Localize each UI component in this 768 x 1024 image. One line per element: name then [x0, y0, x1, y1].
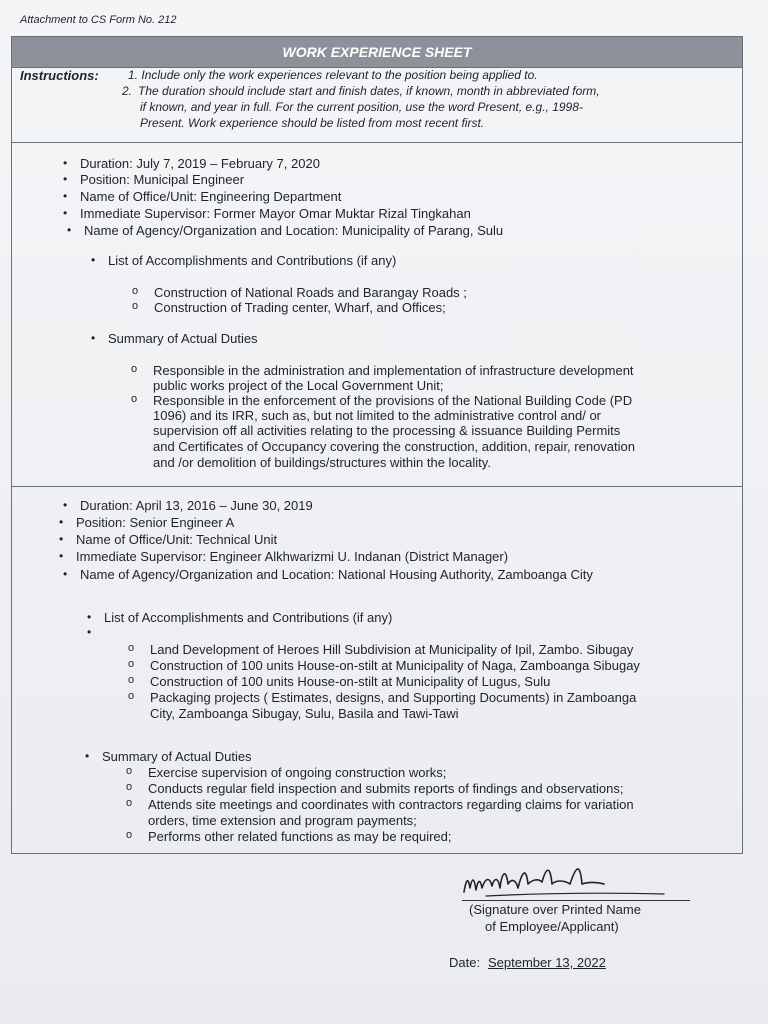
duty-1-2-line5: and /or demolition of buildings/structures within the locality. — [153, 455, 491, 470]
duty-2-1: o Exercise supervision of ongoing construction works; — [148, 765, 446, 780]
duty-1-2-line4: and Certificates of Occupancy covering the construction, addition, repair, renovation — [153, 439, 635, 454]
office-1: • Name of Office/Unit: Engineering Department — [80, 189, 341, 204]
instruction-item-2 — [122, 84, 734, 99]
duty-1-1-line1: o Responsible in the administration and implementation of infrastructure development — [153, 363, 634, 378]
office-2: • Name of Office/Unit: Technical Unit — [76, 532, 277, 547]
accomplishment-2-4-line2: City, Zamboanga Sibugay, Sulu, Basila and Tawi-Tawi — [150, 706, 459, 721]
signature-line — [462, 900, 690, 901]
duty-2-3-line1: o Attends site meetings and coordinates with contractors regarding claims for variation — [148, 797, 634, 812]
instructions-block — [12, 68, 742, 143]
duty-1-1-line2: public works project of the Local Government Unit; — [153, 378, 444, 393]
duty-2-4: o Performs other related functions as may be required; — [148, 829, 451, 844]
position-1: • Position: Municipal Engineer — [80, 172, 244, 187]
instruction-number-2: 2. — [122, 84, 133, 98]
duty-1-2-line1: o Responsible in the enforcement of the provisions of the National Building Code (PD — [153, 393, 632, 408]
instruction-item-1 — [128, 68, 538, 83]
duty-2-3-line2: orders, time extension and program payments; — [148, 813, 417, 828]
accomplishments-label-2: • List of Accomplishments and Contributions (if any) — [104, 610, 392, 625]
instruction-text-1: Include only the work experiences relevant to the position being applied to. — [141, 68, 538, 82]
duties-label-1: • Summary of Actual Duties — [108, 331, 258, 346]
accomplishment-2-3: o Construction of 100 units House-on-stilt at Municipality of Lugus, Sulu — [150, 674, 550, 689]
accomplishment-1-2: o Construction of Trading center, Wharf, and Offices; — [154, 300, 446, 315]
agency-1: • Name of Agency/Organization and Location: Municipality of Parang, Sulu — [84, 223, 503, 238]
supervisor-1: • Immediate Supervisor: Former Mayor Omar Muktar Rizal Tingkahan — [80, 206, 471, 221]
instruction-number-1: 1. — [128, 68, 139, 82]
duties-label-2: • Summary of Actual Duties — [102, 749, 252, 764]
experience-entry-2 — [12, 487, 742, 856]
position-2: • Position: Senior Engineer A — [76, 515, 234, 530]
duty-2-2: o Conducts regular field inspection and submits reports of findings and observations; — [148, 781, 624, 796]
accomplishment-2-2: o Construction of 100 units House-on-stilt at Municipality of Naga, Zamboanga Sibugay — [150, 658, 640, 673]
accomplishment-2-4-line1: o Packaging projects ( Estimates, designs, and Supporting Documents) in Zamboanga — [150, 690, 636, 705]
accomplishment-2-1: o Land Development of Heroes Hill Subdivision at Municipality of Ipil, Zambo. Sibugay — [150, 642, 633, 657]
work-experience-sheet — [11, 36, 743, 854]
duty-1-2-line3: supervision off all activities relating to the processing & issuance Building Permits — [153, 423, 621, 438]
date-label: Date: — [449, 955, 481, 970]
accomplishment-1-1: o Construction of National Roads and Barangay Roads ; — [154, 285, 467, 300]
duration-1: • Duration: July 7, 2019 – February 7, 2020 — [80, 156, 320, 171]
duty-1-2-line2: 1096) and its IRR, such as, but not limited to the administrative control and/ or — [153, 408, 602, 423]
signature-caption-line1: (Signature over Printed Name — [469, 902, 641, 917]
accomplishments-label-1: • List of Accomplishments and Contributions (if any) — [108, 253, 396, 268]
agency-2: • Name of Agency/Organization and Location: National Housing Authority, Zamboanga City — [80, 567, 593, 582]
date-value: September 13, 2022 — [488, 955, 606, 970]
experience-entry-1 — [12, 143, 742, 487]
sheet-title: WORK EXPERIENCE SHEET — [12, 37, 742, 68]
instruction-text-2a: The duration should include start and finish dates, if known, month in abbreviated form, — [138, 84, 600, 98]
supervisor-2: • Immediate Supervisor: Engineer Alkhwarizmi U. Indanan (District Manager) — [76, 549, 508, 564]
attachment-label: Attachment to CS Form No. 212 — [20, 14, 177, 26]
instruction-text-2c: Present. Work experience should be listed from most recent first. — [140, 116, 485, 130]
signature-caption-line2: of Employee/Applicant) — [485, 919, 619, 934]
duration-2: • Duration: April 13, 2016 – June 30, 2019 — [80, 498, 313, 513]
instructions-label: Instructions: — [20, 68, 99, 83]
instruction-text-2b: if known, and year in full. For the current position, use the word Present, e.g., 1998- — [140, 100, 583, 114]
